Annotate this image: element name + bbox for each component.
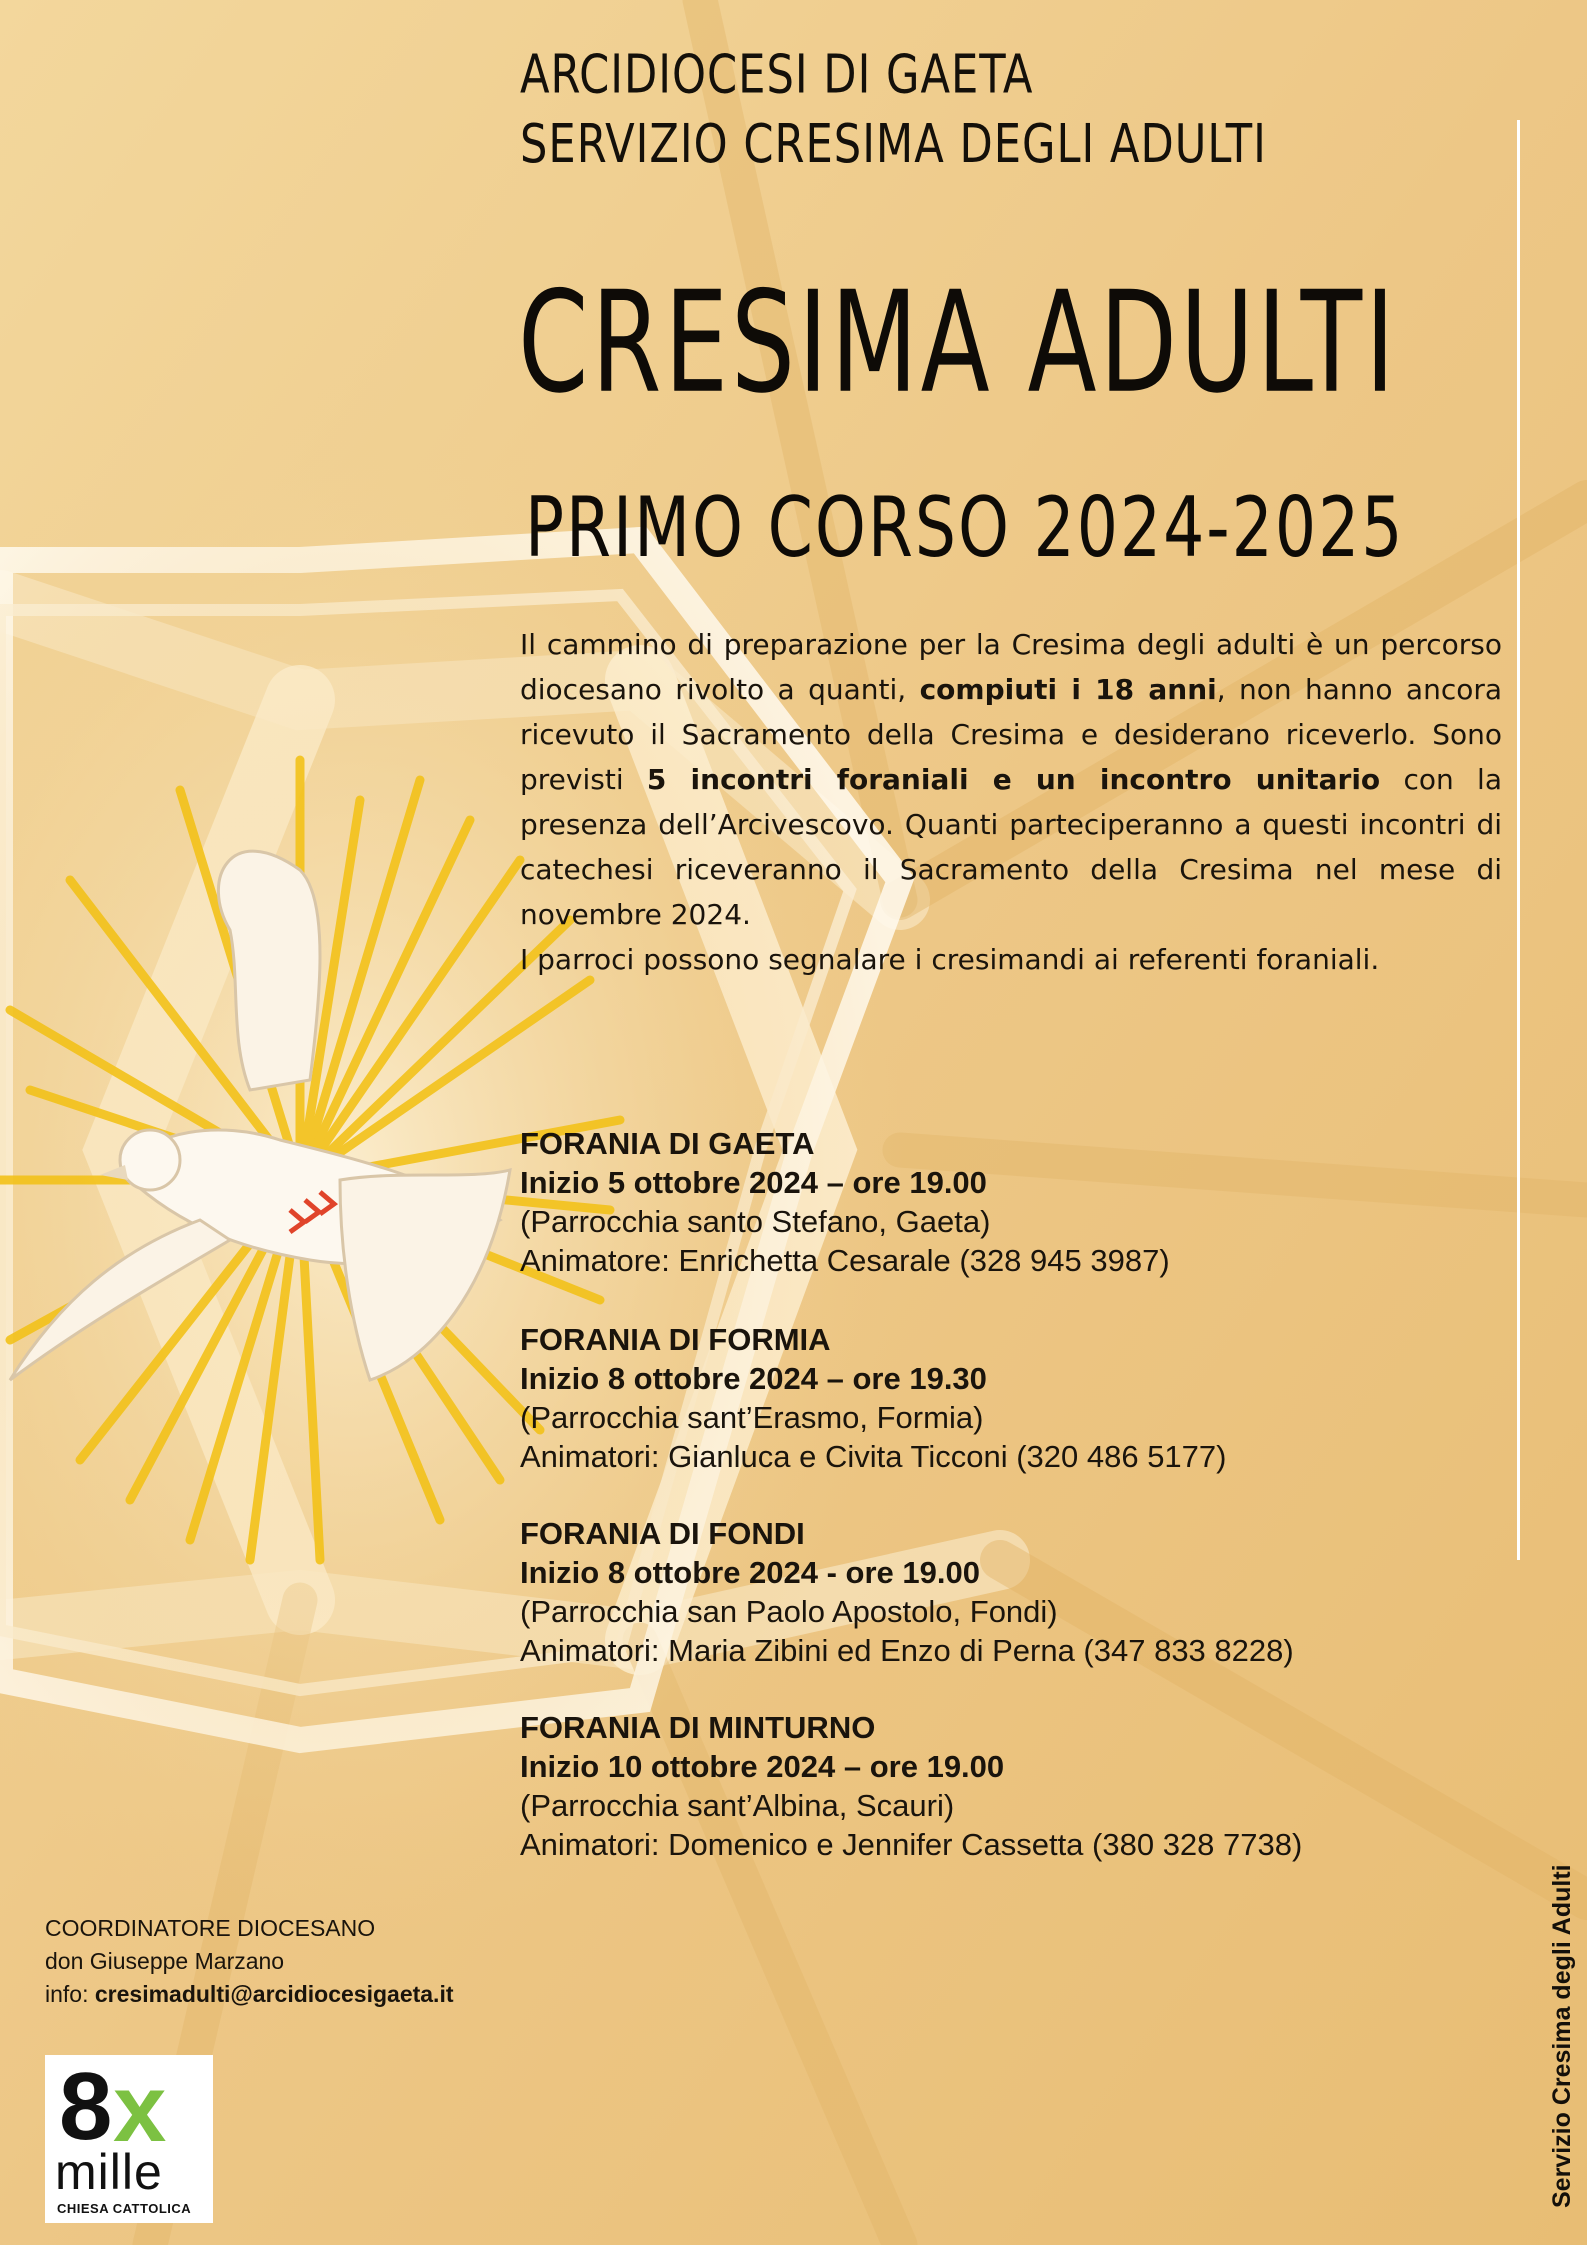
org-line-2: SERVIZIO CRESIMA DEGLI ADULTI [520,112,1267,176]
vertical-service-label: Servizio Cresima degli Adulti [1548,1864,1576,2208]
forania-name: FORANIA DI MINTURNO [520,1710,876,1745]
forania-place: (Parrocchia san Paolo Apostolo, Fondi) [520,1594,1058,1629]
organization-header [520,40,1267,179]
coordinator-info [45,1978,454,2011]
logo-mille: mille [55,2144,163,2200]
forania-place: (Parrocchia santo Stefano, Gaeta) [520,1204,991,1239]
forania-animator: Animatori: Maria Zibini ed Enzo di Perna (347 833 8228) [520,1633,1294,1668]
forania-formia [520,1320,1500,1476]
forania-start: Inizio 8 ottobre 2024 - ore 19.00 [520,1555,980,1590]
intro-highlight-age: compiuti i 18 anni [919,673,1217,706]
intro-note: I parroci possono segnalare i cresimandi ai referenti foraniali. [520,943,1380,976]
intro-text-part: , non hanno ancora ricevuto il Sacramento della Cresima e desiderano riceverlo. Sono previsti [520,673,1503,796]
forania-name: FORANIA DI FONDI [520,1516,805,1551]
forania-animator: Animatore: Enrichetta Cesarale (328 945 3987) [520,1243,1170,1278]
intro-highlight-meetings: 5 incontri foraniali e un incontro unitario [646,763,1381,796]
intro-text [520,622,1502,982]
logo-x: x [113,2055,167,2162]
coordinator-email[interactable]: cresimadulti@arcidiocesigaeta.it [94,1981,454,2007]
intro-paragraph [520,622,1502,937]
page-title: CRESIMA ADULTI [518,262,1398,425]
intro-text-part: Il cammino di preparazione per la Cresima degli adulti è un percorso diocesano rivolto a quanti, [520,628,1502,706]
forania-animator: Animatori: Domenico e Jennifer Cassetta (380 328 7738) [520,1827,1303,1862]
forania-start: Inizio 10 ottobre 2024 – ore 19.00 [520,1749,1005,1784]
forania-animator: Animatori: Gianluca e Civita Ticconi (320 486 5177) [520,1439,1227,1474]
coordinator-block [45,1912,454,2011]
forania-name: FORANIA DI GAETA [520,1126,815,1161]
logo-church: CHIESA CATTOLICA [57,2201,192,2216]
page-subtitle: PRIMO CORSO 2024-2025 [525,479,1405,576]
forania-minturno [520,1708,1500,1864]
forania-fondi [520,1514,1500,1670]
forania-name: FORANIA DI FORMIA [520,1322,831,1357]
8xmille-logo [45,2055,213,2223]
forania-gaeta [520,1124,1500,1280]
coordinator-label: COORDINATORE DIOCESANO [45,1915,376,1941]
logo-eight: 8 [59,2053,113,2160]
coordinator-name: don Giuseppe Marzano [45,1948,285,1974]
forania-start: Inizio 8 ottobre 2024 – ore 19.30 [520,1361,987,1396]
vertical-divider-line [1517,120,1520,1560]
forania-place: (Parrocchia sant’Erasmo, Formia) [520,1400,984,1435]
forania-start: Inizio 5 ottobre 2024 – ore 19.00 [520,1165,987,1200]
info-label: info: [45,1981,95,2007]
org-line-1: ARCIDIOCESI DI GAETA [520,43,1034,107]
forania-place: (Parrocchia sant’Albina, Scauri) [520,1788,955,1823]
intro-text-part: con la presenza dell’Arcivescovo. Quanti parteciperanno a questi incontri di catechesi riceveranno il Sacramento della Cresima nel mese di novembre 2024. [520,763,1502,931]
